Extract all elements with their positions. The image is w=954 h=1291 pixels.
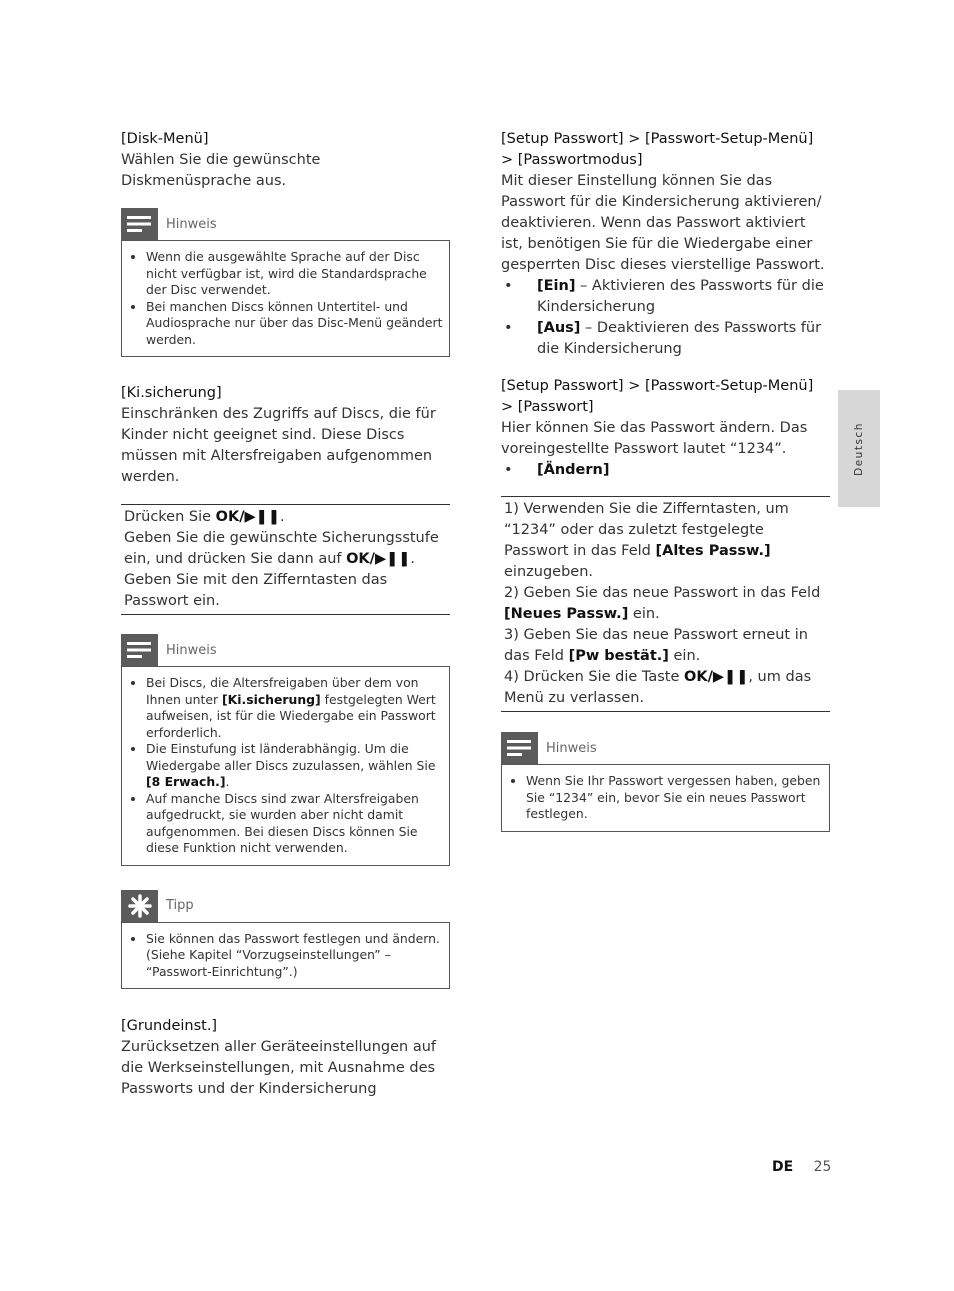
ki-sicherung-text: Einschränken des Zugriffs auf Discs, die für Kinder nicht geeignet sind. Diese Discs müssen mit Altersfreigaben aufgenommen werden. [121,406,436,485]
disk-menu-section [121,129,450,192]
ki-sicherung-steps [121,504,450,615]
side-tab-label: Deutsch [853,421,865,476]
note-item: • Auf manche Discs sind zwar Altersfreigaben aufgedruckt, sie wurden aber nicht damit aufgenommen. Bei diesen Discs können Sie diese Funktion nicht verwenden. [146,791,443,857]
note-lines-icon [121,634,158,666]
passwort-section: [Setup Passwort] > [Passwort-Setup-Menü] > [Passwort] Hier können Sie das Passwort ändern. Das voreingestellte Passwort lautet “1234”. • [Ändern] [501,376,830,481]
step-2: Geben Sie die gewünschte Sicherungsstufe ein, und drücken Sie dann auf OK/▶❚❚. [124,530,439,567]
step-4: 4) Drücken Sie die Taste OK/▶❚❚, um das Menü zu verlassen. [504,669,812,706]
asterisk-tip-icon [121,890,158,922]
note-label: Hinweis [546,740,597,756]
passwortmodus-text: Mit dieser Einstellung können Sie das Passwort für die Kindersicherung aktivieren/ deaktivieren. Wenn das Passwort aktiviert ist, benötigen Sie für die Wiedergabe einer gesperrten Disc dieses vierstellige Passwort. [501,173,825,273]
footer-language: DE [772,1159,794,1175]
ki-sicherung-section [121,383,450,488]
note-item: • Wenn Sie Ihr Passwort vergessen haben, geben Sie “1234” ein, bevor Sie ein neues Passwort festlegen. [526,773,823,823]
tip-box [121,890,450,990]
note-label: Hinweis [166,216,217,232]
grundeinst-section [121,1016,450,1100]
note-item: • Wenn die ausgewählte Sprache auf der Disc nicht verfügbar ist, wird die Standardsprache der Disc verwendet. [146,249,443,299]
grundeinst-text: Zurücksetzen aller Geräteeinstellungen auf die Werkseinstellungen, mit Ausnahme des Passworts und der Kindersicherung [121,1039,437,1097]
passwort-heading: [Setup Passwort] > [Passwort-Setup-Menü] [501,378,814,394]
page-number: 25 [813,1159,832,1175]
step-2: 2) Geben Sie das neue Passwort in das Feld [Neues Passw.] ein. [504,585,821,622]
note-lines-icon [501,732,538,764]
bullet-ein: • [Ein] – Aktivieren des Passworts für die Kindersicherung [504,278,824,315]
tip-label: Tipp [166,898,194,913]
note-box-rating [121,634,450,866]
bullet-aus: • [Aus] – Deaktivieren des Passworts für die Kindersicherung [504,320,822,357]
right-column [501,129,830,832]
bullet-aendern: • [Ändern] [504,462,610,478]
note-item: • Bei Discs, die Altersfreigaben über dem von Ihnen unter [Ki.sicherung] festgelegten Wert aufweisen, ist für die Wiedergabe ein Passwort erforderlich. [146,675,443,741]
note-box-language [121,208,450,357]
step-3: Geben Sie mit den Zifferntasten das Passwort ein. [124,572,388,609]
note-label: Hinweis [166,642,217,658]
ki-sicherung-heading: [Ki.sicherung] [121,385,222,401]
passwort-steps [501,496,830,712]
tip-item: • Sie können das Passwort festlegen und ändern. (Siehe Kapitel “Vorzugseinstellungen” – “Passwort-Einrichtung”.) [146,931,443,981]
grundeinst-heading: [Grundeinst.] [121,1018,218,1034]
disk-menu-text: Wählen Sie die gewünschte Diskmenüsprache aus. [121,152,321,189]
disk-menu-heading: [Disk-Menü] [121,131,209,147]
passwort-text: Hier können Sie das Passwort ändern. Das voreingestellte Passwort lautet “1234”. [501,420,808,457]
language-side-tab [838,390,880,507]
page-footer [772,1159,831,1175]
note-item: • Die Einstufung ist länderabhängig. Um die Wiedergabe aller Discs zuzulassen, wählen Sie [8 Erwach.]. [146,741,443,791]
step-1: 1) Verwenden Sie die Zifferntasten, um “1234” oder das zuletzt festgelegte Passwort in das Feld [Altes Passw.] einzugeben. [504,501,789,580]
step-3: 3) Geben Sie das neue Passwort erneut in das Feld [Pw bestät.] ein. [504,627,808,664]
note-lines-icon [121,208,158,240]
note-item: • Bei manchen Discs können Untertitel- und Audiosprache nur über das Disc-Menü geändert werden. [146,299,443,349]
passwortmodus-section: [Setup Passwort] > [Passwort-Setup-Menü] > [Passwortmodus] Mit dieser Einstellung können Sie das Passwort für die Kindersicherung aktivieren/ deaktivieren. Wenn das Passwort aktiviert ist, benötigen Sie für die Wiedergabe einer gesperrten Disc dieses vierstellige Passwort. • [Ein] – Aktivieren des Passworts für die Kindersicherung • [Aus] – Deaktivieren des Passworts für die Kindersicherung [501,129,830,360]
left-column [121,129,450,1100]
step-1: Drücken Sie OK/▶❚❚. [124,509,285,525]
passwortmodus-heading: [Setup Passwort] > [Passwort-Setup-Menü] [501,131,814,147]
note-box-password [501,732,830,832]
